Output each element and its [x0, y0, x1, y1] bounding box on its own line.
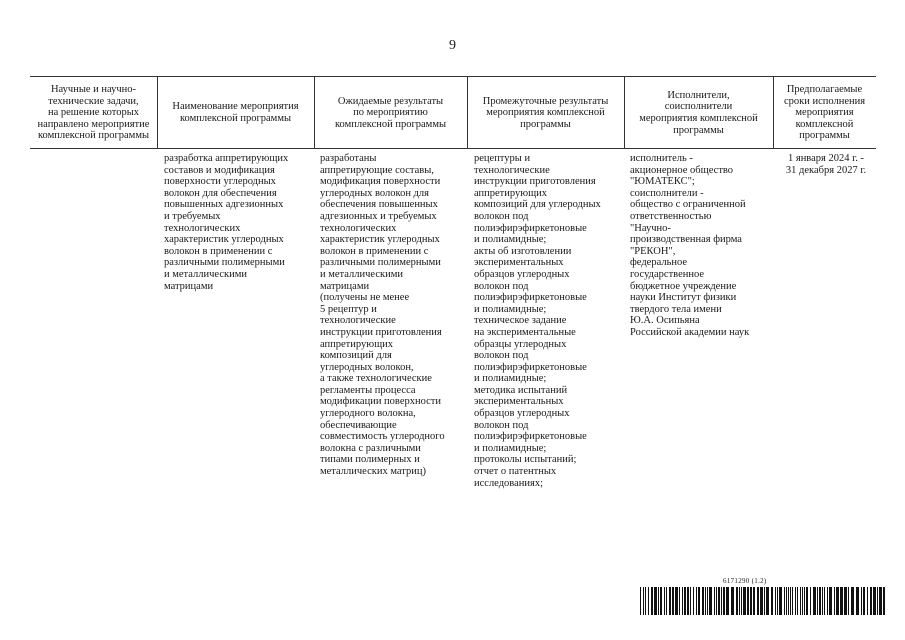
cell-line: различными полимерными	[320, 257, 441, 269]
barcode-bar	[666, 587, 667, 615]
barcode-bar	[643, 587, 644, 615]
barcode-bar	[792, 587, 793, 615]
cell-line: повышенных адгезионных	[164, 199, 284, 211]
cell-line: экспериментальных	[474, 257, 564, 269]
header-task	[30, 80, 157, 146]
cell-line: составов и модификация	[164, 164, 275, 176]
header-executors	[624, 80, 773, 146]
cell-line: поверхности углеродных	[164, 176, 276, 188]
cell-line: адгезионных и требуемых	[320, 210, 437, 222]
cell-line: волокна с различными	[320, 442, 421, 454]
cell-line: техническое задание	[474, 315, 567, 327]
barcode-bar	[784, 587, 785, 615]
header-activity	[157, 80, 314, 146]
cell-line: углеродных волокон для	[320, 187, 429, 199]
barcode-bar	[645, 587, 646, 615]
barcode-bar	[658, 587, 659, 615]
header-line: комплексной программы	[334, 118, 447, 130]
cell-line: обеспечения повышенных	[320, 199, 438, 211]
header-line: мероприятия комплексной	[486, 107, 605, 119]
header-line: комплексной	[795, 118, 854, 130]
barcode-bar	[771, 587, 773, 615]
cell-line: 1 января 2024 г. -	[787, 153, 864, 164]
header-line: Научные и научно-	[50, 84, 137, 96]
barcode-bar	[750, 587, 752, 615]
barcode-bar	[806, 587, 808, 615]
barcode-bar	[726, 587, 729, 615]
cell-line: металлических матриц)	[320, 466, 426, 478]
barcode-bar	[788, 587, 789, 615]
barcode-bar	[698, 587, 700, 615]
cell-line: волокон под	[474, 210, 529, 222]
header-line: программы	[673, 124, 724, 136]
cell-line: модификация поверхности	[320, 176, 441, 188]
cell-line: модификации поверхности	[320, 396, 441, 408]
cell-line: аппретирующих	[320, 338, 394, 350]
cell-line: и полиамидные;	[474, 373, 547, 385]
barcode-bar	[739, 587, 740, 615]
header-line: мероприятия комплексной	[639, 113, 758, 124]
barcode-bar	[775, 587, 776, 615]
header-line: соисполнители	[664, 101, 733, 113]
cell-line: аппретирующие составы,	[320, 164, 434, 176]
cell-line: Ю.А. Осипьяна	[630, 315, 700, 327]
barcode-bar	[851, 587, 854, 615]
barcode-bar	[687, 587, 689, 615]
barcode-bar	[651, 587, 653, 615]
cell-line: рецептуры и	[474, 153, 531, 164]
barcode-bar	[777, 587, 778, 615]
barcode-bar	[664, 587, 665, 615]
barcode-bar	[640, 587, 641, 615]
cell-expected	[320, 153, 466, 478]
cell-executors	[630, 153, 772, 339]
barcode-bar	[718, 587, 720, 615]
cell-line: полиэфирэфиркетоновые	[474, 431, 587, 443]
barcode-bar	[669, 587, 671, 615]
barcode-bar	[764, 587, 765, 615]
cell-line: композиций для	[320, 350, 392, 362]
cell-line: общество с ограниченной	[630, 199, 746, 211]
barcode-bar	[813, 587, 816, 615]
barcode-bar	[848, 587, 849, 615]
barcode-bar	[690, 587, 691, 615]
cell-line: волокон в применении с	[164, 245, 273, 257]
barcode-bar	[779, 587, 782, 615]
barcode-bar	[741, 587, 742, 615]
cell-line: и требуемых	[164, 210, 221, 222]
cell-line: отчет о патентных	[474, 466, 557, 478]
cell-line: технологических	[320, 222, 397, 234]
barcode-bar	[795, 587, 796, 615]
barcode-bar	[736, 587, 738, 615]
barcode-bar	[693, 587, 694, 615]
barcode-bar	[810, 587, 811, 615]
table-header-rule	[30, 148, 876, 149]
header-line: направлено мероприятие	[37, 118, 150, 130]
header-line: технические задачи,	[48, 95, 139, 107]
barcode-bar	[654, 587, 657, 615]
barcode-bar	[766, 587, 769, 615]
header-line: на решение которых	[47, 107, 140, 119]
barcode-bar	[790, 587, 791, 615]
header-line: программы	[520, 118, 571, 130]
header-line: Наименование мероприятия	[172, 101, 299, 113]
header-line: программы	[799, 130, 850, 142]
barcode-bar	[867, 587, 868, 615]
header-line: Исполнители,	[667, 89, 730, 101]
cell-line: волокон для обеспечения	[164, 187, 277, 199]
barcode-bar	[836, 587, 839, 615]
cell-line: технологические	[474, 164, 550, 176]
header-line: Промежуточные результаты	[482, 95, 609, 107]
barcode-bar	[873, 587, 876, 615]
cell-line: и полиамидные;	[474, 442, 547, 454]
cell-line: углеродного волокна,	[320, 408, 416, 420]
cell-line: волокон под	[474, 350, 529, 362]
barcode-bar	[707, 587, 708, 615]
cell-line: волокон под	[474, 280, 529, 292]
barcode-bar	[797, 587, 798, 615]
barcode-bar	[800, 587, 801, 615]
barcode-bar	[879, 587, 882, 615]
cell-line: матрицами	[320, 280, 370, 292]
header-line: мероприятия	[795, 107, 854, 119]
barcode-bar	[757, 587, 759, 615]
cell-line: характеристик углеродных	[164, 234, 284, 246]
barcode-bar	[834, 587, 835, 615]
cell-line: характеристик углеродных	[320, 234, 440, 246]
cell-line: на экспериментальные	[474, 326, 576, 338]
cell-line: "ЮМАТЕКС";	[630, 176, 695, 188]
cell-line: соисполнители -	[630, 187, 704, 199]
cell-line: образцов углеродных	[474, 268, 570, 280]
cell-line: матрицами	[164, 280, 214, 292]
barcode-number: 6171290 (1.2)	[723, 577, 767, 585]
cell-line: производственная фирма	[630, 234, 742, 246]
barcode-bar	[702, 587, 704, 615]
barcode-bar	[682, 587, 683, 615]
header-line: комплексной программы	[37, 130, 150, 142]
barcode-bar	[705, 587, 706, 615]
barcode-bar	[747, 587, 749, 615]
cell-line: федеральное	[630, 257, 688, 269]
cell-line: а также технологические	[320, 373, 432, 385]
cell-line: инструкции приготовления	[474, 176, 596, 188]
barcode-bar	[648, 587, 649, 615]
barcode-image	[640, 587, 886, 615]
cell-line: разработаны	[320, 153, 377, 164]
cell-line: волокон в применении с	[320, 245, 429, 257]
cell-intermediate	[474, 153, 622, 489]
header-dates	[773, 80, 876, 146]
barcode-bar	[804, 587, 805, 615]
cell-line: бюджетное учреждение	[630, 280, 737, 292]
cell-line: и металлическими	[164, 268, 247, 280]
header-line: Ожидаемые результаты	[337, 95, 444, 107]
cell-line: полиэфирэфиркетоновые	[474, 361, 587, 373]
header-line: сроки исполнения	[783, 95, 866, 107]
cell-line: углеродных волокон,	[320, 361, 414, 373]
cell-line: и полиамидные;	[474, 234, 547, 246]
cell-line: образцов углеродных	[474, 408, 570, 420]
barcode-bar	[817, 587, 818, 615]
barcode-bar	[861, 587, 862, 615]
cell-line: регламенты процесса	[320, 384, 416, 396]
cell-line: исполнитель -	[630, 153, 693, 164]
barcode-bar	[743, 587, 746, 615]
barcode-bar	[684, 587, 686, 615]
barcode-bar	[709, 587, 712, 615]
cell-line: композиций для углеродных	[474, 199, 601, 211]
cell-line: полиэфирэфиркетоновые	[474, 222, 587, 234]
barcode-bar	[660, 587, 662, 615]
cell-line: 31 декабря 2027 г.	[785, 164, 867, 176]
header-line: по мероприятию	[353, 107, 428, 119]
barcode-bar	[731, 587, 734, 615]
barcode-bar	[714, 587, 715, 615]
header-line: Предполагаемые	[786, 84, 863, 96]
cell-line: акты об изготовлении	[474, 245, 572, 257]
barcode-bar	[877, 587, 878, 615]
barcode-bar	[819, 587, 821, 615]
cell-line: совместимость углеродного	[320, 431, 445, 443]
barcode-bar	[822, 587, 823, 615]
barcode-bar	[760, 587, 763, 615]
cell-line: "Научно-	[630, 222, 671, 234]
barcode-bar	[672, 587, 674, 615]
cell-line: методика испытаний	[474, 384, 568, 396]
header-expected	[314, 80, 467, 146]
barcode-bar	[844, 587, 847, 615]
cell-line: образцы углеродных	[474, 338, 567, 350]
cell-line: 5 рецептур и	[320, 303, 377, 315]
barcode-bar	[679, 587, 680, 615]
cell-line: протоколы испытаний;	[474, 454, 577, 466]
cell-line: науки Институт физики	[630, 292, 737, 304]
cell-line: исследованиях;	[474, 477, 544, 489]
header-line: комплексной программы	[179, 113, 292, 124]
cell-line: типами полимерных и	[320, 454, 420, 466]
barcode-bar	[829, 587, 832, 615]
cell-line: (получены не менее	[320, 292, 410, 304]
barcode-bar	[824, 587, 825, 615]
barcode-bar	[883, 587, 885, 615]
cell-line: волокон под	[474, 419, 529, 431]
cell-line: обеспечивающие	[320, 419, 397, 431]
cell-line: и металлическими	[320, 268, 403, 280]
cell-line: "РЕКОН",	[630, 245, 676, 257]
cell-line: акционерное общество	[630, 164, 734, 176]
barcode-bar	[753, 587, 755, 615]
barcode-bar	[870, 587, 872, 615]
barcode-bar	[827, 587, 828, 615]
barcode-bar	[696, 587, 697, 615]
cell-line: технологические	[320, 315, 396, 327]
cell-line: твердого тела имени	[630, 303, 722, 315]
cell-dates	[776, 153, 876, 176]
barcode-bar	[723, 587, 725, 615]
cell-line: ответственностью	[630, 210, 712, 222]
cell-line: экспериментальных	[474, 396, 564, 408]
cell-line: разработка аппретирующих	[164, 153, 289, 164]
cell-line: Российской академии наук	[630, 326, 750, 338]
barcode-bar	[675, 587, 678, 615]
page-number: 9	[449, 38, 456, 53]
cell-line: технологических	[164, 222, 241, 234]
barcode-bar	[786, 587, 787, 615]
barcode-bar	[856, 587, 859, 615]
barcode-bar	[716, 587, 717, 615]
cell-activity	[164, 153, 312, 292]
cell-line: и полиамидные;	[474, 303, 547, 315]
cell-line: полиэфирэфиркетоновые	[474, 292, 587, 304]
cell-line: различными полимерными	[164, 257, 285, 269]
cell-line: государственное	[630, 268, 705, 280]
cell-line: инструкции приготовления	[320, 326, 442, 338]
cell-line: аппретирующих	[474, 187, 548, 199]
header-intermediate	[467, 80, 624, 146]
barcode-bar	[863, 587, 865, 615]
barcode-bar	[721, 587, 722, 615]
barcode-bar	[802, 587, 803, 615]
barcode-bar	[840, 587, 843, 615]
